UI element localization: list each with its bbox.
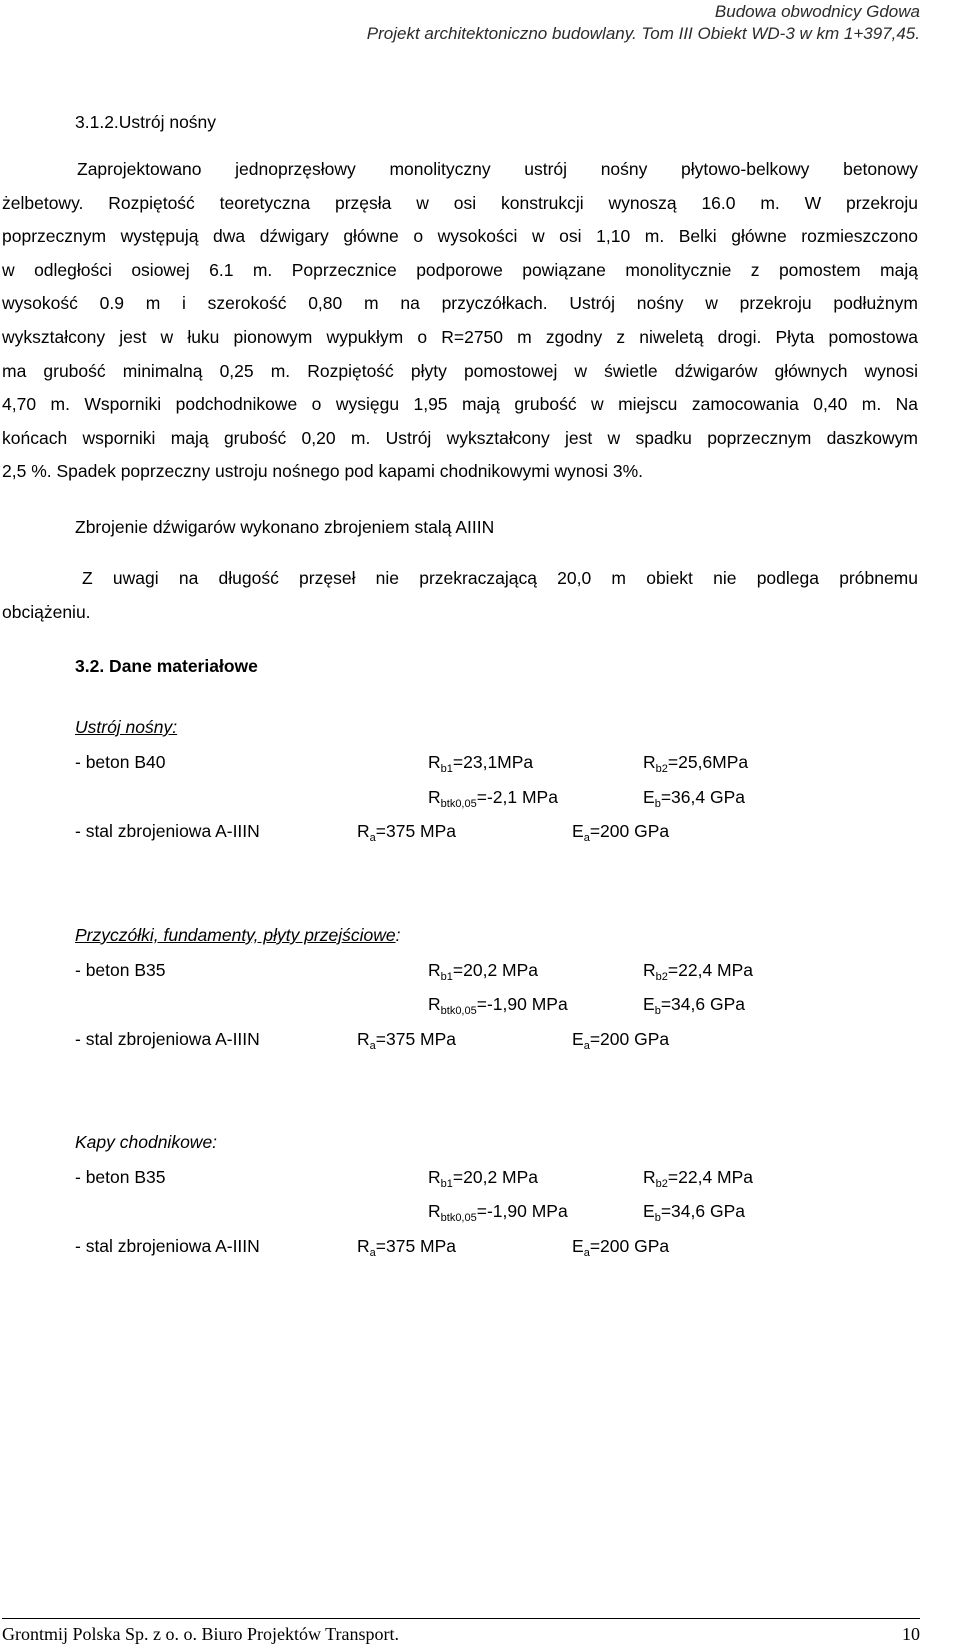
rb1-value: $R_{b1}=20,2$ MPa <box>428 960 539 983</box>
paragraph-line: końcach wsporniki mają grubość 0,20 m. Ustrój wykształcony jest w spadku poprzecznym daszkowym <box>2 427 918 448</box>
rbtk-value: $R_{btk0,05}=-1,90$ MPa <box>428 1201 568 1224</box>
paragraph-line: ma grubość minimalną 0,25 m. Rozpiętość płyty pomostowej w świetle dźwigarów głównych wynosi <box>2 360 918 381</box>
ea-value: $E_a=200$ GPa <box>572 1029 670 1052</box>
steel-class: - stal zbrojeniowa A-IIIN <box>75 1236 260 1256</box>
reinforcement-text: Zbrojenie dźwigarów wykonano zbrojeniem stalą AIIIN <box>75 517 495 537</box>
material-group-title: Kapy chodnikowe: <box>75 1132 218 1152</box>
materials-section-title: 3.2. Dane materiałowe <box>75 656 258 676</box>
ra-value: $R_a=375$ MPa <box>357 1236 457 1259</box>
ea-value: $E_a=200$ GPa <box>572 1236 670 1259</box>
rbtk-value: $R_{btk0,05}=-2,1$ MPa <box>428 787 558 810</box>
paragraph-line: żelbetowy. Rozpiętość teoretyczna przęsła w osi konstrukcji wynoszą 16.0 m. W przekroju <box>2 192 918 213</box>
header-title: Budowa obwodnicy Gdowa <box>714 2 920 21</box>
eb-value: $E_b=34,6$ GPa <box>643 1201 745 1224</box>
rbtk-value: $R_{btk0,05}=-1,90$ MPa <box>428 994 568 1017</box>
rb1-value: $R_{b1}=20,2$ MPa <box>428 1167 539 1190</box>
concrete-class: - beton B35 <box>75 1167 166 1187</box>
rb2-value: $R_{b2}=22,4$ MPa <box>643 1167 754 1190</box>
concrete-class: - beton B35 <box>75 960 166 980</box>
footer-divider <box>2 1618 920 1619</box>
paragraph-line: 4,70 m. Wsporniki podchodnikowe o wysięgu 1,95 mają grubość w miejscu zamocowania 0,40 m. Na <box>2 394 918 415</box>
description-paragraph <box>2 153 918 489</box>
paragraph-line: obciążeniu. <box>2 601 91 622</box>
paragraph-line: wysokość 0.9 m i szerokość 0,80 m na przyczółkach. Ustrój nośny w przekroju podłużnym <box>2 293 918 314</box>
steel-class: - stal zbrojeniowa A-IIIN <box>75 1029 260 1049</box>
material-group-title: Ustrój nośny: <box>75 717 178 737</box>
page-number: 10 <box>902 1624 920 1644</box>
section-title: 3.1.2.Ustrój nośny <box>75 112 217 132</box>
ea-value: $E_a=200$ GPa <box>572 821 670 844</box>
footer-company: Grontmij Polska Sp. z o. o. Biuro Projektów Transport. <box>2 1624 400 1644</box>
paragraph-line: Z uwagi na długość przęseł nie przekraczającą 20,0 m obiekt nie podlega próbnemu <box>82 568 918 588</box>
rb1-value: $R_{b1}=23,1MPa$ <box>428 752 534 775</box>
paragraph-line: 2,5 %. Spadek poprzeczny ustroju nośnego pod kapami chodnikowymi wynosi 3%. <box>2 461 644 482</box>
ra-value: $R_a=375$ MPa <box>357 821 457 844</box>
material-group-title: Przyczółki, fundamenty, płyty przejściowe: <box>75 925 401 945</box>
paragraph-line: wykształcony jest w łuku pionowym wypukłym o R=2750 m zgodny z niweletą drogi. Płyta pomostowa <box>2 326 918 347</box>
paragraph-line: poprzecznym występują dwa dźwigary główne o wysokości w osi 1,10 m. Belki główne rozmieszczono <box>2 226 918 247</box>
steel-class: - stal zbrojeniowa A-IIIN <box>75 821 260 841</box>
eb-value: $E_b=34,6$ GPa <box>643 994 745 1017</box>
eb-value: $E_b=36,4$ GPa <box>643 787 745 810</box>
concrete-class: - beton B40 <box>75 752 166 772</box>
paragraph-line: Zaprojektowano jednoprzęsłowy monolityczny ustrój nośny płytowo-belkowy betonowy <box>77 159 918 179</box>
paragraph-line: w odległości osiowej 6.1 m. Poprzecznice podporowe powiązane monolitycznie z pomostem mają <box>2 259 918 280</box>
rb2-value: $R_{b2}=22,4$ MPa <box>643 960 754 983</box>
header-subtitle: Projekt architektoniczno budowlany. Tom III Obiekt WD-3 w km 1+397,45. <box>366 24 920 43</box>
rb2-value: $R_{b2}=25,6MPa$ <box>643 752 749 775</box>
ra-value: $R_a=375$ MPa <box>357 1029 457 1052</box>
load-test-paragraph <box>2 562 918 629</box>
